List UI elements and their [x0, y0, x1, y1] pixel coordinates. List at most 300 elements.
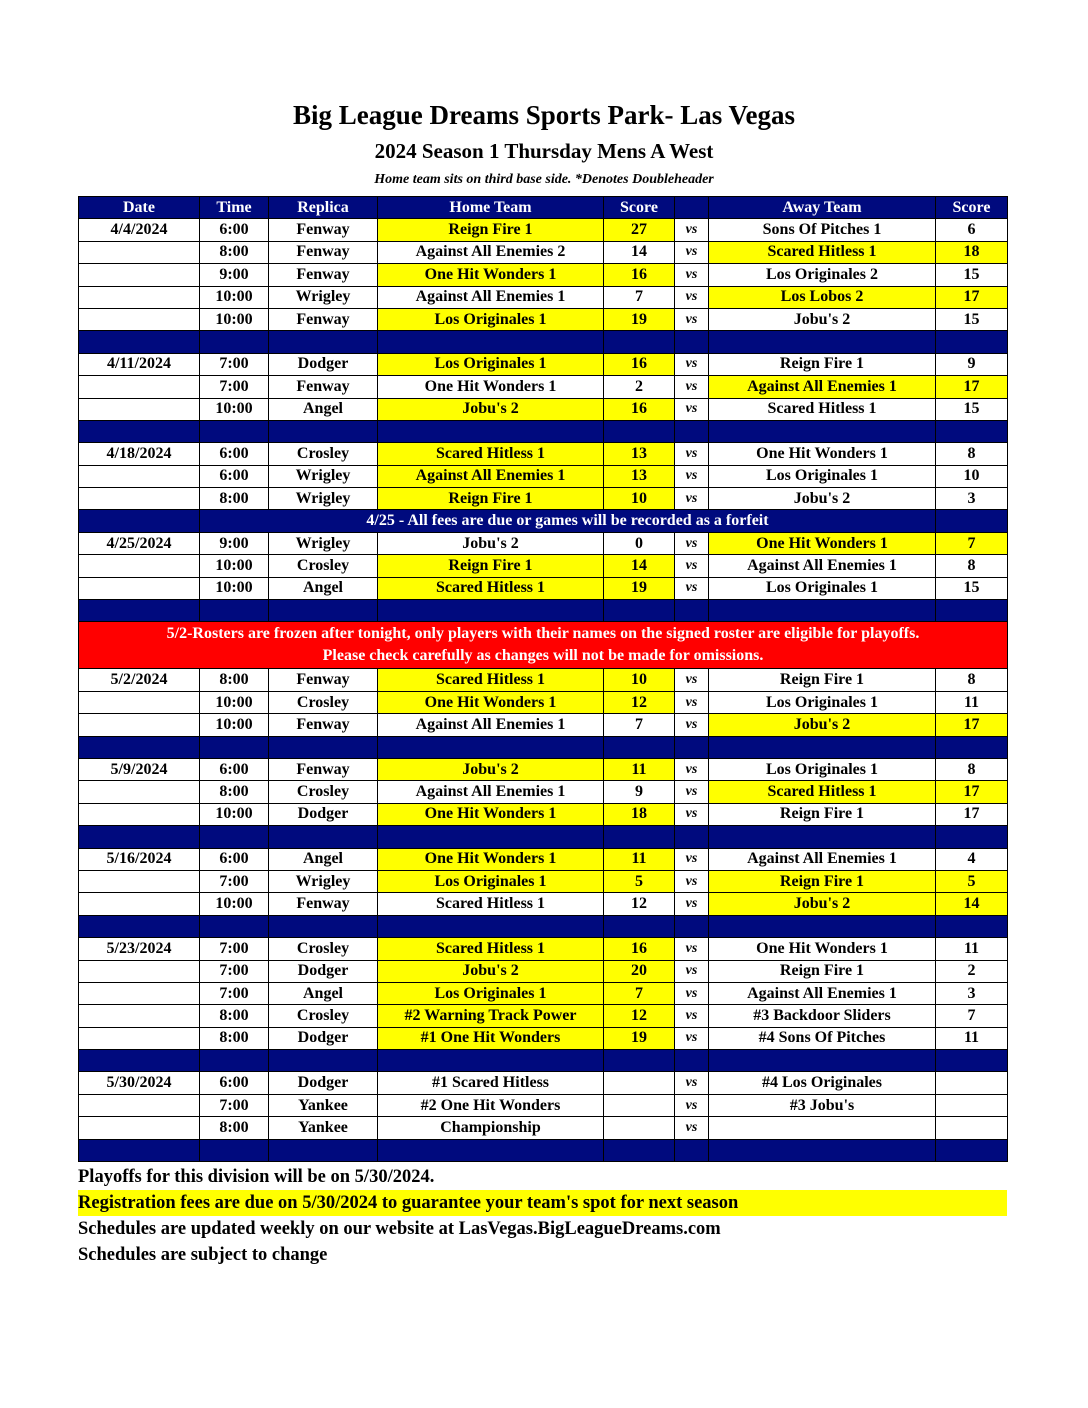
col-header-away-team: Away Team: [709, 197, 936, 219]
separator-cell: [604, 1050, 675, 1072]
home-team: Reign Fire 1: [378, 488, 604, 510]
separator-cell: [79, 1139, 200, 1161]
game-field: Wrigley: [269, 488, 378, 510]
schedule-table: [78, 196, 1008, 1162]
home-team: Jobu's 2: [378, 758, 604, 780]
away-score: 10: [936, 465, 1008, 487]
home-team: Los Originales 1: [378, 870, 604, 892]
vs-label: vs: [675, 465, 709, 487]
fee-notice-row: [79, 510, 1008, 532]
page-subtitle: 2024 Season 1 Thursday Mens A West: [374, 139, 714, 163]
table-row: [79, 893, 1008, 915]
game-date: [79, 1094, 200, 1116]
game-date: 4/18/2024: [79, 443, 200, 465]
away-score: 11: [936, 1027, 1008, 1049]
away-score: 7: [936, 532, 1008, 554]
separator-cell: [675, 331, 709, 353]
vs-label: vs: [675, 264, 709, 286]
game-field: Fenway: [269, 308, 378, 330]
home-score: [604, 1094, 675, 1116]
game-field: Yankee: [269, 1117, 378, 1139]
game-date: 5/2/2024: [79, 669, 200, 691]
game-date: [79, 870, 200, 892]
separator-cell: [604, 915, 675, 937]
away-score: 17: [936, 376, 1008, 398]
away-team: Against All Enemies 1: [709, 376, 936, 398]
home-score: 7: [604, 982, 675, 1004]
home-team: Championship: [378, 1117, 604, 1139]
separator-cell: [936, 600, 1008, 622]
game-field: Yankee: [269, 1094, 378, 1116]
home-score: 16: [604, 264, 675, 286]
separator-cell: [709, 826, 936, 848]
separator-cell: [79, 331, 200, 353]
away-score: [936, 1072, 1008, 1094]
week-separator-row: [79, 915, 1008, 937]
game-field: Fenway: [269, 893, 378, 915]
separator-cell: [675, 1050, 709, 1072]
table-row: [79, 219, 1008, 241]
separator-cell: [675, 736, 709, 758]
separator-cell: [936, 915, 1008, 937]
vs-label: vs: [675, 781, 709, 803]
separator-cell: [604, 736, 675, 758]
vs-label: vs: [675, 488, 709, 510]
away-team: Los Originales 2: [709, 264, 936, 286]
separator-cell: [604, 420, 675, 442]
game-date: [79, 488, 200, 510]
separator-cell: [709, 420, 936, 442]
separator-cell: [936, 420, 1008, 442]
table-row: [79, 781, 1008, 803]
game-field: Wrigley: [269, 465, 378, 487]
separator-cell: [936, 331, 1008, 353]
week-separator-row: [79, 736, 1008, 758]
away-team: Reign Fire 1: [709, 960, 936, 982]
separator-cell: [936, 736, 1008, 758]
table-row: [79, 443, 1008, 465]
game-date: [79, 803, 200, 825]
vs-label: vs: [675, 376, 709, 398]
home-score: 19: [604, 1027, 675, 1049]
table-row: [79, 758, 1008, 780]
game-field: Dodger: [269, 1027, 378, 1049]
game-field: Angel: [269, 577, 378, 599]
game-time: 10:00: [200, 803, 269, 825]
home-score: 19: [604, 577, 675, 599]
table-row: [79, 870, 1008, 892]
away-score: 18: [936, 241, 1008, 263]
vs-label: vs: [675, 398, 709, 420]
away-team: Los Originales 1: [709, 465, 936, 487]
home-team: #1 One Hit Wonders: [378, 1027, 604, 1049]
home-score: 27: [604, 219, 675, 241]
game-time: 7:00: [200, 376, 269, 398]
home-score: 7: [604, 286, 675, 308]
home-team: Jobu's 2: [378, 532, 604, 554]
away-team: Los Originales 1: [709, 758, 936, 780]
home-score: 12: [604, 691, 675, 713]
away-score: 15: [936, 264, 1008, 286]
home-team: One Hit Wonders 1: [378, 803, 604, 825]
game-time: 10:00: [200, 398, 269, 420]
away-score: 11: [936, 938, 1008, 960]
home-team: Jobu's 2: [378, 398, 604, 420]
separator-cell: [79, 1050, 200, 1072]
table-row: [79, 803, 1008, 825]
game-field: Dodger: [269, 353, 378, 375]
separator-cell: [709, 1139, 936, 1161]
schedule-body: [79, 219, 1008, 1162]
home-score: 11: [604, 848, 675, 870]
away-team: Scared Hitless 1: [709, 781, 936, 803]
away-team: Reign Fire 1: [709, 353, 936, 375]
away-score: 15: [936, 398, 1008, 420]
table-row: [79, 960, 1008, 982]
away-team: #3 Backdoor Sliders: [709, 1005, 936, 1027]
game-field: Dodger: [269, 803, 378, 825]
separator-cell: [378, 331, 604, 353]
away-score: 4: [936, 848, 1008, 870]
away-score: 11: [936, 691, 1008, 713]
game-date: [79, 714, 200, 736]
separator-cell: [936, 510, 1008, 532]
away-team: Jobu's 2: [709, 714, 936, 736]
game-time: 10:00: [200, 714, 269, 736]
away-team: Jobu's 2: [709, 488, 936, 510]
away-score: 15: [936, 577, 1008, 599]
away-team: Against All Enemies 1: [709, 982, 936, 1004]
home-score: 0: [604, 532, 675, 554]
away-team: One Hit Wonders 1: [709, 938, 936, 960]
separator-cell: [675, 915, 709, 937]
home-score: 5: [604, 870, 675, 892]
week-separator-row: [79, 331, 1008, 353]
home-score: 12: [604, 1005, 675, 1027]
away-score: [936, 1117, 1008, 1139]
separator-cell: [709, 600, 936, 622]
home-team: Against All Enemies 1: [378, 286, 604, 308]
home-score: 13: [604, 465, 675, 487]
home-team: Scared Hitless 1: [378, 443, 604, 465]
vs-label: vs: [675, 848, 709, 870]
away-score: [936, 1094, 1008, 1116]
game-time: 10:00: [200, 308, 269, 330]
vs-label: vs: [675, 219, 709, 241]
game-time: 8:00: [200, 669, 269, 691]
footer-playoffs-note: Playoffs for this division will be on 5/30/2024.: [78, 1167, 435, 1187]
separator-cell: [675, 600, 709, 622]
game-date: [79, 555, 200, 577]
home-team: Scared Hitless 1: [378, 669, 604, 691]
vs-label: vs: [675, 1005, 709, 1027]
game-date: [79, 893, 200, 915]
game-date: 5/30/2024: [79, 1072, 200, 1094]
game-time: 7:00: [200, 1094, 269, 1116]
away-team: Jobu's 2: [709, 893, 936, 915]
home-score: 14: [604, 241, 675, 263]
home-score: 16: [604, 353, 675, 375]
away-team: Los Lobos 2: [709, 286, 936, 308]
separator-cell: [200, 736, 269, 758]
away-score: 8: [936, 758, 1008, 780]
game-time: 10:00: [200, 555, 269, 577]
game-date: [79, 691, 200, 713]
footer-registration-note: Registration fees are due on 5/30/2024 to guarantee your team's spot for next season: [78, 1190, 1007, 1216]
footer-change-note: Schedules are subject to change: [78, 1245, 328, 1265]
game-time: 10:00: [200, 577, 269, 599]
separator-cell: [378, 420, 604, 442]
game-date: 4/4/2024: [79, 219, 200, 241]
separator-cell: [378, 915, 604, 937]
away-score: 3: [936, 982, 1008, 1004]
game-date: [79, 1005, 200, 1027]
game-time: 7:00: [200, 960, 269, 982]
separator-cell: [79, 510, 200, 532]
game-field: Dodger: [269, 960, 378, 982]
vs-label: vs: [675, 443, 709, 465]
away-score: 2: [936, 960, 1008, 982]
home-team: #2 Warning Track Power: [378, 1005, 604, 1027]
separator-cell: [269, 420, 378, 442]
home-team: One Hit Wonders 1: [378, 264, 604, 286]
home-score: 10: [604, 488, 675, 510]
vs-label: vs: [675, 982, 709, 1004]
roster-alert-line-1: 5/2-Rosters are frozen after tonight, only players with their names on the signed roster are eligible for playoffs.: [166, 625, 920, 643]
table-row: [79, 691, 1008, 713]
game-time: 7:00: [200, 353, 269, 375]
home-score: 16: [604, 398, 675, 420]
vs-label: vs: [675, 870, 709, 892]
separator-cell: [79, 826, 200, 848]
table-row: [79, 669, 1008, 691]
home-team: Against All Enemies 1: [378, 465, 604, 487]
game-field: Fenway: [269, 714, 378, 736]
game-date: [79, 241, 200, 263]
separator-cell: [604, 600, 675, 622]
away-team: Reign Fire 1: [709, 803, 936, 825]
separator-cell: [200, 331, 269, 353]
away-team: Against All Enemies 1: [709, 555, 936, 577]
home-team: One Hit Wonders 1: [378, 376, 604, 398]
home-team: Against All Enemies 1: [378, 781, 604, 803]
game-time: 9:00: [200, 532, 269, 554]
separator-cell: [709, 331, 936, 353]
vs-label: vs: [675, 938, 709, 960]
col-header-vs: [675, 197, 709, 219]
game-time: 10:00: [200, 286, 269, 308]
vs-label: vs: [675, 803, 709, 825]
game-field: Angel: [269, 398, 378, 420]
separator-cell: [604, 826, 675, 848]
away-score: 17: [936, 714, 1008, 736]
game-field: Crosley: [269, 555, 378, 577]
vs-label: vs: [675, 308, 709, 330]
game-time: 10:00: [200, 893, 269, 915]
table-row: [79, 1117, 1008, 1139]
col-header-date: Date: [79, 197, 200, 219]
game-time: 7:00: [200, 870, 269, 892]
table-row: [79, 555, 1008, 577]
vs-label: vs: [675, 893, 709, 915]
vs-label: vs: [675, 241, 709, 263]
game-date: 5/16/2024: [79, 848, 200, 870]
table-row: [79, 532, 1008, 554]
table-row: [79, 982, 1008, 1004]
away-score: 14: [936, 893, 1008, 915]
home-team: One Hit Wonders 1: [378, 848, 604, 870]
away-team: #4 Sons Of Pitches: [709, 1027, 936, 1049]
separator-cell: [200, 600, 269, 622]
header-note: Home team sits on third base side. *Denotes Doubleheader: [374, 172, 714, 187]
separator-cell: [378, 1050, 604, 1072]
away-team: #3 Jobu's: [709, 1094, 936, 1116]
week-separator-row: [79, 1050, 1008, 1072]
game-field: Crosley: [269, 781, 378, 803]
home-score: 18: [604, 803, 675, 825]
game-time: 8:00: [200, 241, 269, 263]
game-date: 4/25/2024: [79, 532, 200, 554]
game-time: 8:00: [200, 1005, 269, 1027]
away-score: 17: [936, 781, 1008, 803]
separator-cell: [79, 915, 200, 937]
separator-cell: [709, 736, 936, 758]
table-row: [79, 488, 1008, 510]
separator-cell: [604, 1139, 675, 1161]
game-field: Crosley: [269, 1005, 378, 1027]
separator-cell: [269, 826, 378, 848]
away-team: Reign Fire 1: [709, 870, 936, 892]
week-separator-row: [79, 600, 1008, 622]
home-team: Los Originales 1: [378, 308, 604, 330]
roster-alert-row: [79, 622, 1008, 669]
away-score: 8: [936, 555, 1008, 577]
separator-cell: [936, 1139, 1008, 1161]
table-row: [79, 1072, 1008, 1094]
table-row: [79, 465, 1008, 487]
home-score: 2: [604, 376, 675, 398]
separator-cell: [709, 915, 936, 937]
table-row: [79, 264, 1008, 286]
game-field: Wrigley: [269, 532, 378, 554]
away-score: 15: [936, 308, 1008, 330]
game-time: 7:00: [200, 938, 269, 960]
separator-cell: [936, 826, 1008, 848]
table-row: [79, 938, 1008, 960]
home-team: Los Originales 1: [378, 353, 604, 375]
home-team: Against All Enemies 1: [378, 714, 604, 736]
table-row: [79, 308, 1008, 330]
vs-label: vs: [675, 1027, 709, 1049]
home-team: Jobu's 2: [378, 960, 604, 982]
table-row: [79, 353, 1008, 375]
away-score: 8: [936, 669, 1008, 691]
separator-cell: [378, 1139, 604, 1161]
away-team: Reign Fire 1: [709, 669, 936, 691]
away-score: 5: [936, 870, 1008, 892]
roster-alert: [79, 622, 1008, 669]
home-team: Against All Enemies 2: [378, 241, 604, 263]
game-field: Angel: [269, 848, 378, 870]
separator-cell: [200, 915, 269, 937]
separator-cell: [936, 1050, 1008, 1072]
separator-cell: [200, 1139, 269, 1161]
home-team: Scared Hitless 1: [378, 893, 604, 915]
game-date: [79, 960, 200, 982]
table-row: [79, 398, 1008, 420]
home-team: Reign Fire 1: [378, 555, 604, 577]
separator-cell: [200, 826, 269, 848]
vs-label: vs: [675, 960, 709, 982]
separator-cell: [604, 331, 675, 353]
away-team: Scared Hitless 1: [709, 398, 936, 420]
game-time: 10:00: [200, 691, 269, 713]
game-field: Fenway: [269, 376, 378, 398]
week-separator-row: [79, 826, 1008, 848]
col-header-home-team: Home Team: [378, 197, 604, 219]
vs-label: vs: [675, 714, 709, 736]
vs-label: vs: [675, 353, 709, 375]
game-date: [79, 982, 200, 1004]
game-time: 9:00: [200, 264, 269, 286]
away-score: 7: [936, 1005, 1008, 1027]
col-header-replica: Replica: [269, 197, 378, 219]
table-row: [79, 376, 1008, 398]
game-field: Angel: [269, 982, 378, 1004]
week-separator-row: [79, 420, 1008, 442]
footer-website-note: Schedules are updated weekly on our website at LasVegas.BigLeagueDreams.com: [78, 1219, 721, 1239]
game-field: Dodger: [269, 1072, 378, 1094]
home-team: #2 One Hit Wonders: [378, 1094, 604, 1116]
separator-cell: [269, 331, 378, 353]
separator-cell: [269, 1050, 378, 1072]
game-time: 8:00: [200, 781, 269, 803]
roster-alert-line-2: Please check carefully as changes will not be made for omissions.: [322, 647, 764, 665]
home-score: 20: [604, 960, 675, 982]
game-time: 6:00: [200, 443, 269, 465]
away-team: Scared Hitless 1: [709, 241, 936, 263]
vs-label: vs: [675, 555, 709, 577]
vs-label: vs: [675, 577, 709, 599]
away-team: Against All Enemies 1: [709, 848, 936, 870]
home-score: 7: [604, 714, 675, 736]
game-field: Fenway: [269, 758, 378, 780]
game-date: [79, 308, 200, 330]
away-team: Los Originales 1: [709, 691, 936, 713]
home-score: 14: [604, 555, 675, 577]
table-row: [79, 577, 1008, 599]
vs-label: vs: [675, 691, 709, 713]
separator-cell: [269, 1139, 378, 1161]
away-score: 8: [936, 443, 1008, 465]
separator-cell: [79, 600, 200, 622]
game-field: Fenway: [269, 241, 378, 263]
away-team: Jobu's 2: [709, 308, 936, 330]
fee-notice: 4/25 - All fees are due or games will be recorded as a forfeit: [200, 510, 936, 532]
separator-cell: [79, 736, 200, 758]
game-date: 5/9/2024: [79, 758, 200, 780]
table-row: [79, 1094, 1008, 1116]
vs-label: vs: [675, 532, 709, 554]
game-date: [79, 781, 200, 803]
separator-cell: [79, 420, 200, 442]
home-team: One Hit Wonders 1: [378, 691, 604, 713]
game-field: Crosley: [269, 938, 378, 960]
col-header-home-score: Score: [604, 197, 675, 219]
away-score: 6: [936, 219, 1008, 241]
game-field: Wrigley: [269, 286, 378, 308]
separator-cell: [378, 736, 604, 758]
